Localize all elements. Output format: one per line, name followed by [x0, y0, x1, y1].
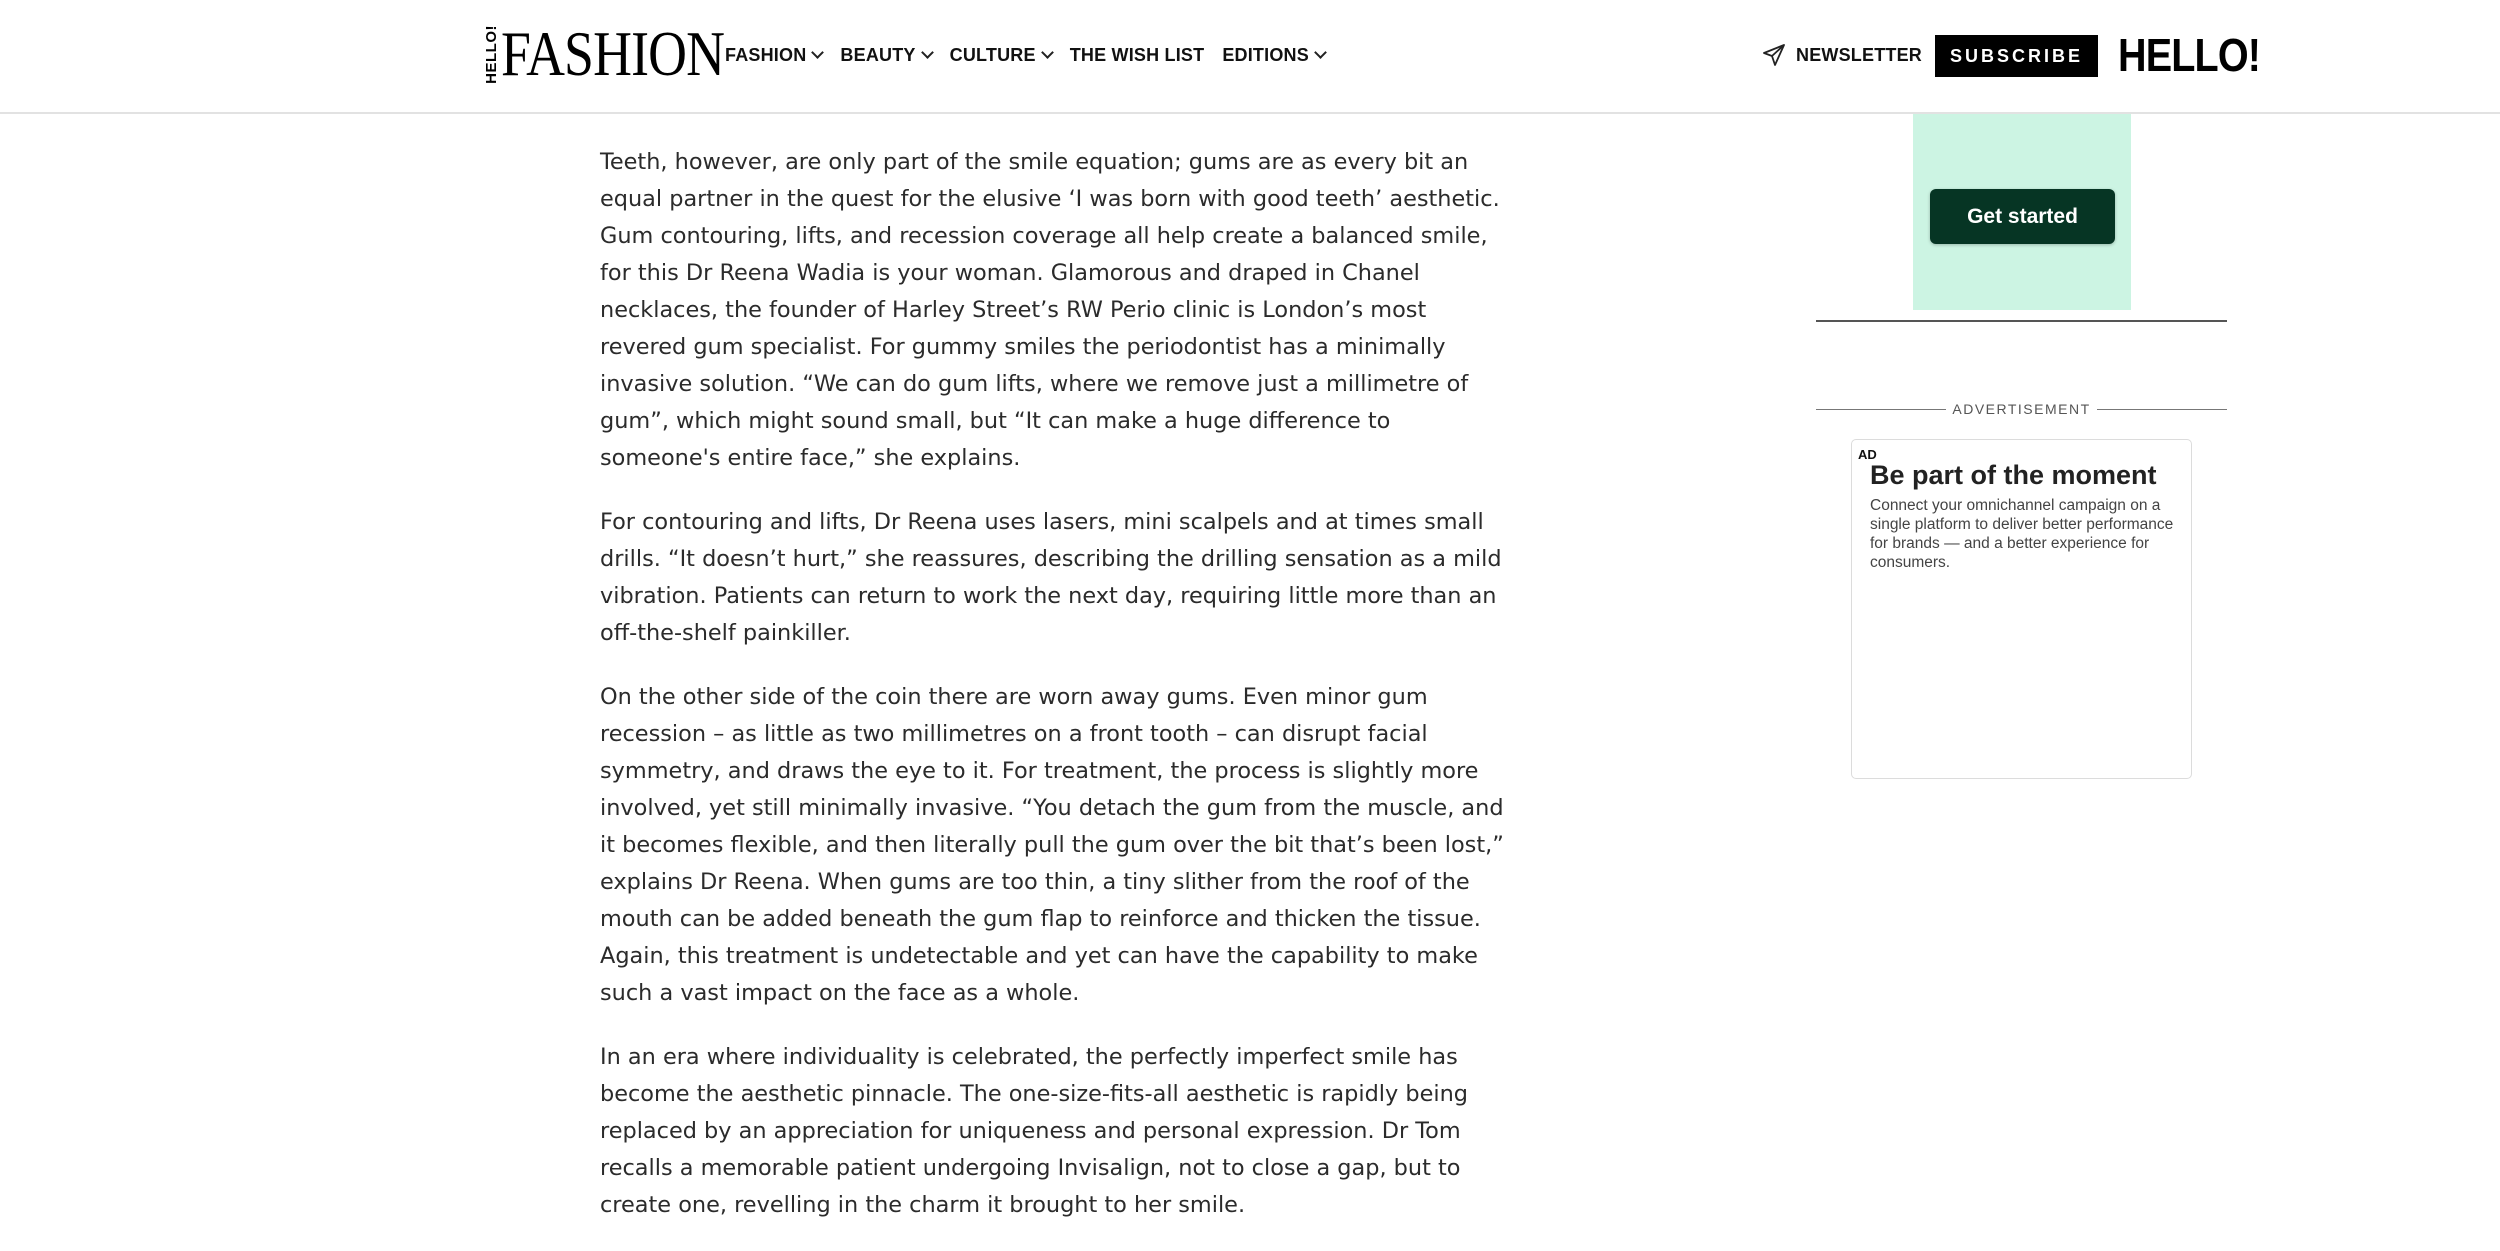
article-paragraph: Teeth, however, are only part of the smile equation; gums are as every bit an equal partner in the quest for the elusive ‘I was born with good teeth’ aesthetic. Gum contouring, lifts, and recession coverage all help create a balanced smile, for this Dr Reena Wadia is your woman. Glamorous and draped in Chanel necklaces, the founder of Harley Street’s RW Perio clinic is London’s most revered gum specialist. For gummy smiles the periodontist has a minimally invasive solution. “We can do gum lifts, where we remove just a millimetre of gum”, which might sound small, but “It can make a huge difference to someone's entire face,” she explains.: [600, 149, 1500, 471]
ad-body-text: Connect your omnichannel campaign on a single platform to deliver better performance for brands — and a better experience for consumers.: [1870, 497, 2174, 571]
hello-logo[interactable]: HELLO!: [2118, 29, 2261, 81]
logo-hello-text: HELLO!: [483, 24, 500, 84]
paper-plane-icon: [1762, 43, 1786, 67]
advertisement-label-row: [1816, 401, 2227, 417]
logo-fashion-text: FASHION: [501, 18, 725, 89]
nav-item-beauty[interactable]: [840, 45, 931, 66]
chevron-down-icon: [812, 46, 825, 59]
nav-item-label: FASHION: [725, 44, 807, 65]
article-paragraph: On the other side of the coin there are worn away gums. Even minor gum recession – as little as two millimetres on a front tooth – can disrupt facial symmetry, and draws the eye to it. For treatment, the process is slightly more involved, yet still minimally invasive. “You detach the gum from the muscle, and it becomes flexible, and then literally pull the gum over the bit that’s been lost,” explains Dr Reena. When gums are too thin, a tiny slither from the roof of the mouth can be added beneath the gum flap to reinforce and thicken the tissue. Again, this treatment is undetectable and yet can have the capability to make such a vast impact on the face as a whole.: [600, 684, 1504, 1006]
chevron-down-icon: [921, 46, 934, 59]
divider-line: [2097, 409, 2227, 410]
article-paragraph: In an era where individuality is celebrated, the perfectly imperfect smile has become the aesthetic pinnacle. The one-size-fits-all aesthetic is rapidly being replaced by an appreciation for uniqueness and personal expression. Dr Tom recalls a memorable patient undergoing Invisalign, not to close a gap, but to create one, revelling in the charm it brought to her smile.: [600, 1044, 1468, 1218]
nav-item-fashion[interactable]: [725, 45, 822, 66]
site-header: [0, 0, 2500, 114]
nav-item-editions[interactable]: [1222, 45, 1325, 66]
nav-item-label: CULTURE: [949, 44, 1036, 65]
nav-item-label: THE WISH LIST: [1069, 44, 1205, 65]
get-started-button[interactable]: Get started: [1930, 189, 2115, 244]
nav-item-label: BEAUTY: [840, 44, 916, 65]
main-nav: [725, 0, 1343, 110]
newsletter-link[interactable]: [1762, 40, 1922, 70]
newsletter-label: NEWSLETTER: [1796, 44, 1922, 65]
top-ad-banner[interactable]: [1913, 114, 2131, 310]
nav-item-the-wish-list[interactable]: [1070, 45, 1205, 66]
advertisement-label: ADVERTISEMENT: [1952, 401, 2091, 417]
nav-item-label: EDITIONS: [1222, 44, 1309, 65]
subscribe-button[interactable]: SUBSCRIBE: [1935, 35, 2098, 77]
sidebar-divider: [1816, 320, 2227, 322]
ad-card[interactable]: [1851, 439, 2192, 779]
article-body: [600, 144, 1512, 1251]
nav-item-culture[interactable]: [950, 45, 1052, 66]
ad-badge: AD: [1858, 447, 1877, 462]
article-paragraph: For contouring and lifts, Dr Reena uses lasers, mini scalpels and at times small drills. “It doesn’t hurt,” she reassures, describing the drilling sensation as a mild vibration. Patients can return to work the next day, requiring little more than an off-the-shelf painkiller.: [600, 509, 1502, 646]
chevron-down-icon: [1041, 46, 1054, 59]
chevron-down-icon: [1314, 46, 1327, 59]
divider-line: [1816, 409, 1946, 410]
ad-headline: Be part of the moment: [1870, 460, 2157, 490]
